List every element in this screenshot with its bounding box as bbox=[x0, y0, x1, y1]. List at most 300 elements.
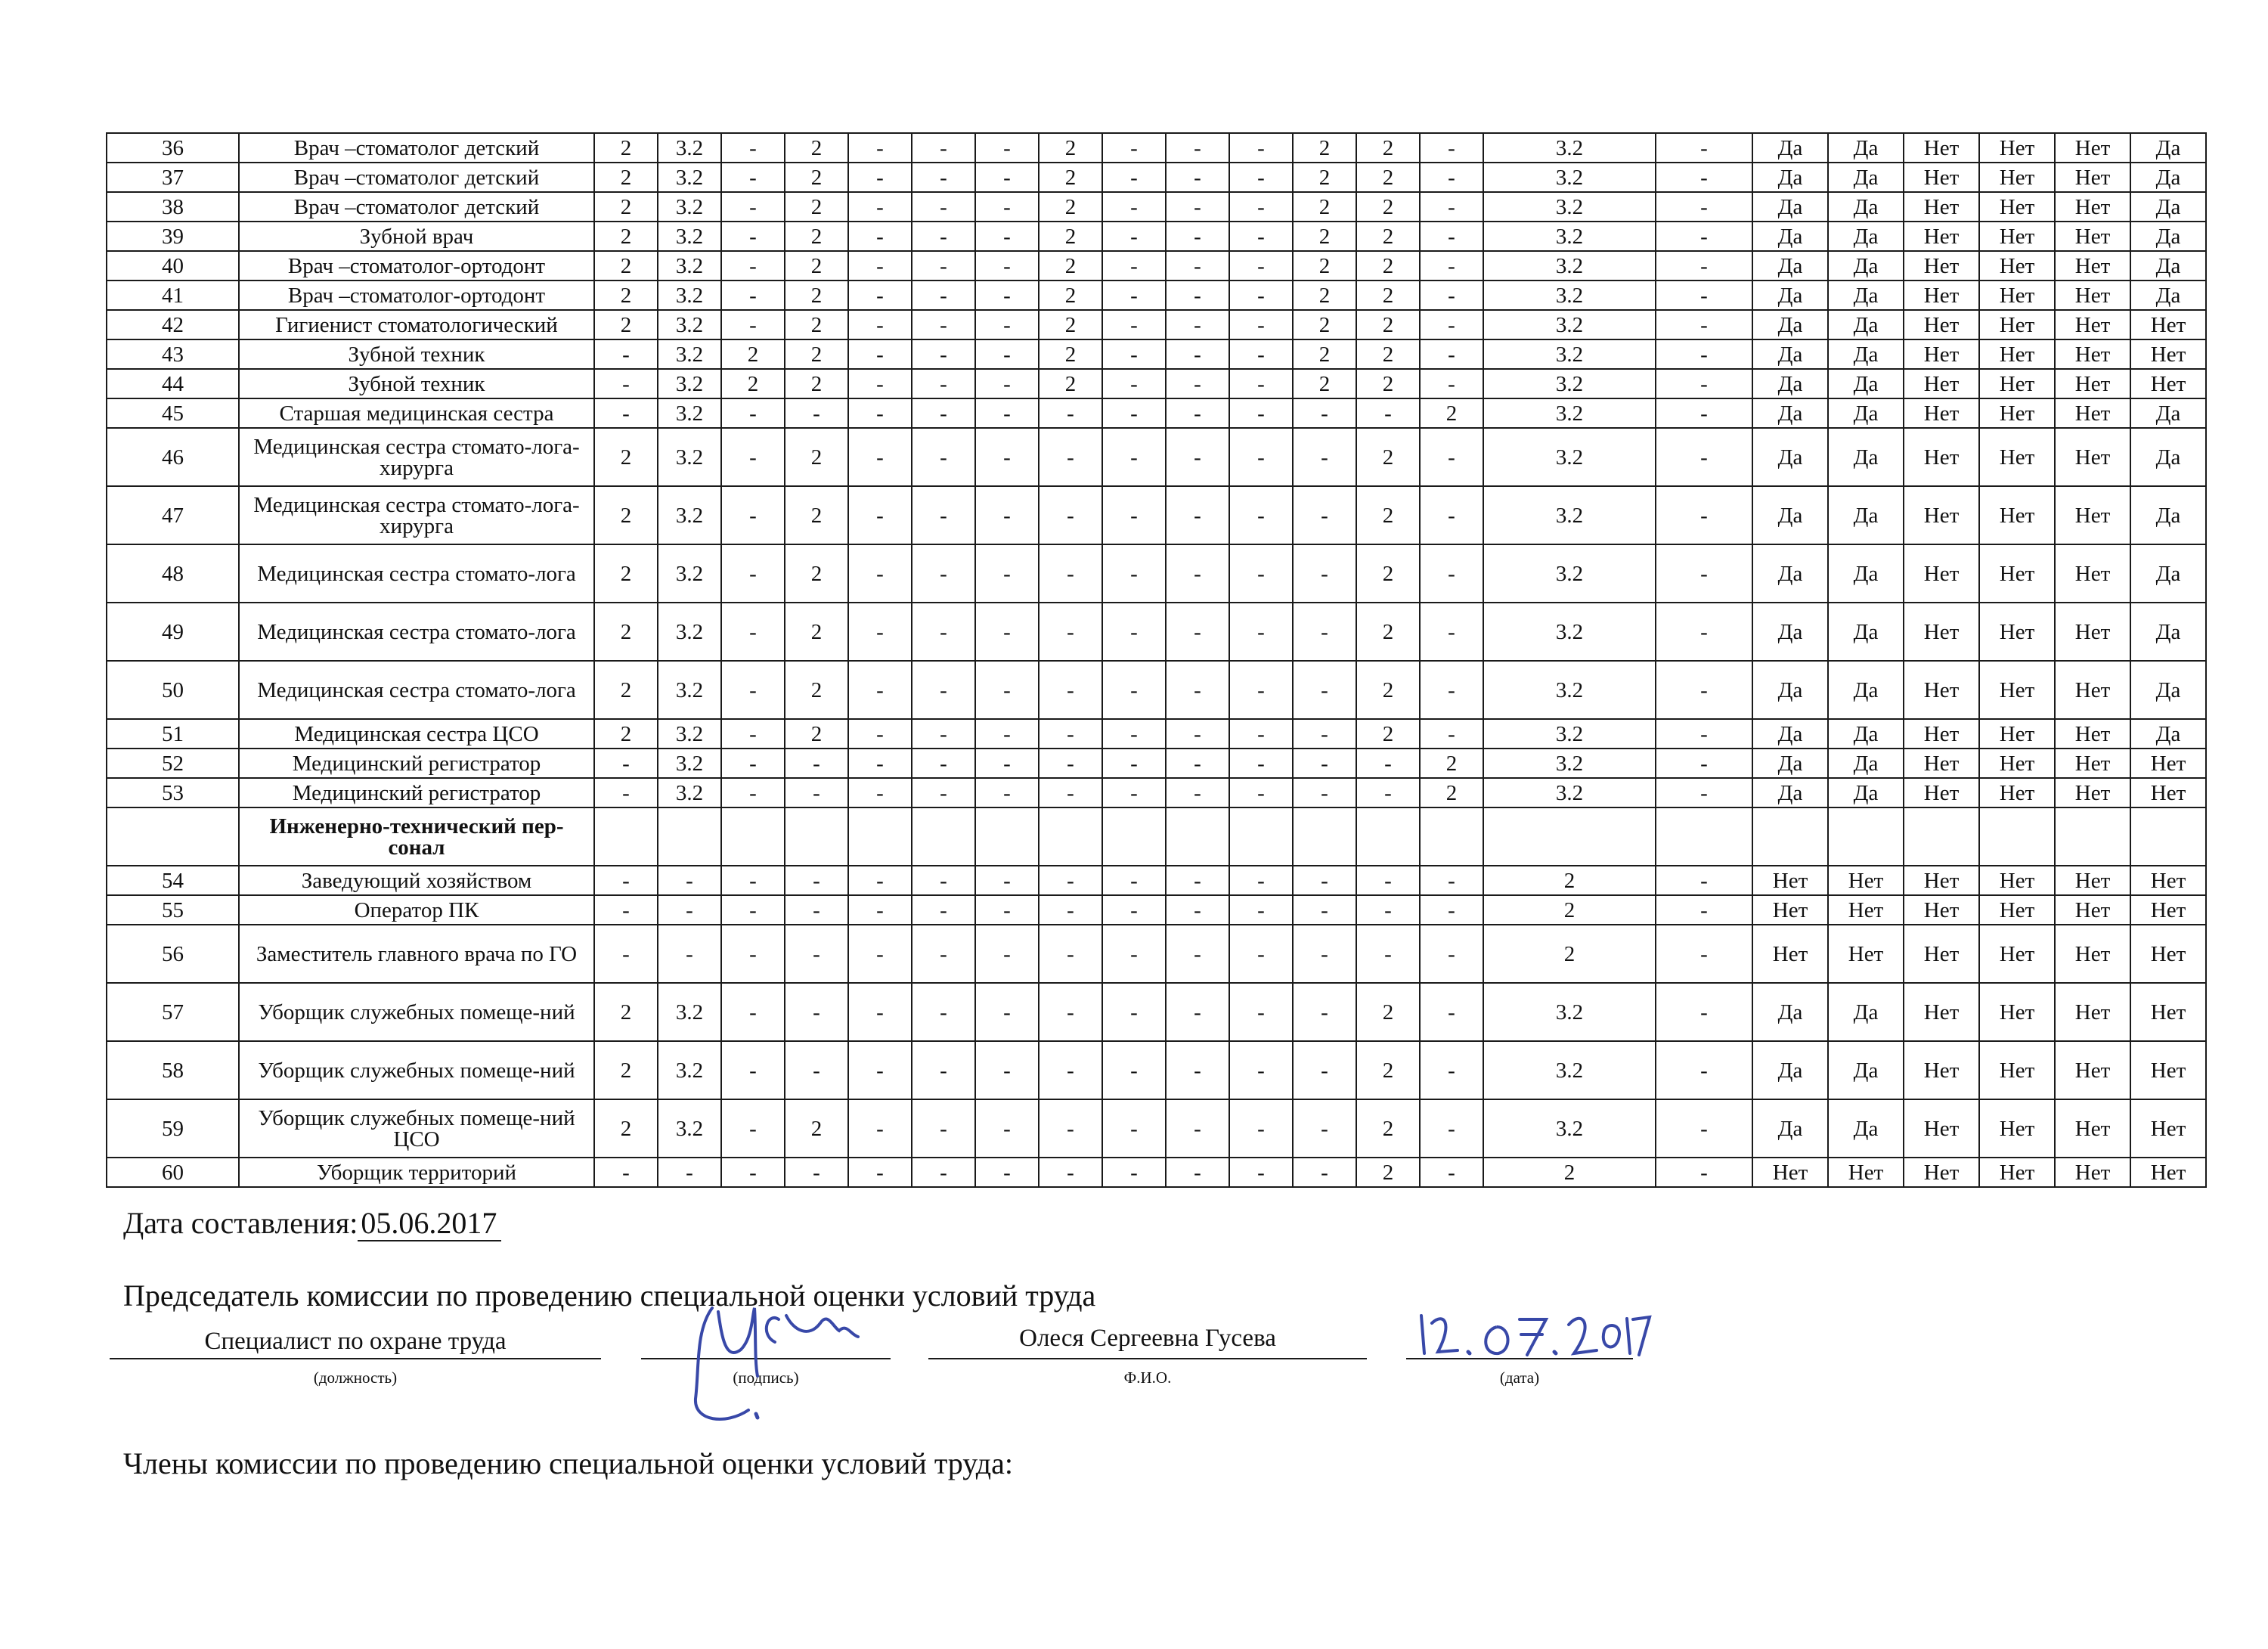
table-cell: - bbox=[1039, 1158, 1102, 1187]
table-cell: 3.2 bbox=[1483, 1099, 1656, 1158]
table-cell: - bbox=[912, 778, 975, 807]
table-cell: Да bbox=[2130, 398, 2206, 428]
table-cell: Нет bbox=[1904, 1041, 1979, 1099]
table-cell: - bbox=[975, 133, 1039, 163]
table-cell: 3.2 bbox=[1483, 339, 1656, 369]
table-cell: 2 bbox=[785, 339, 848, 369]
table-cell: - bbox=[1356, 778, 1420, 807]
table-cell: - bbox=[1293, 1041, 1356, 1099]
section-row bbox=[107, 807, 2206, 866]
table-cell: Да bbox=[1828, 719, 1904, 749]
table-cell: - bbox=[1166, 895, 1229, 925]
table-cell: - bbox=[721, 428, 785, 486]
table-cell: - bbox=[1293, 719, 1356, 749]
table-cell: Нет bbox=[1828, 925, 1904, 983]
table-cell: Нет bbox=[2055, 544, 2130, 603]
table-cell: - bbox=[1039, 866, 1102, 895]
table-cell: 3.2 bbox=[658, 222, 721, 251]
table-cell: 3.2 bbox=[658, 251, 721, 281]
table-cell: 2 bbox=[785, 428, 848, 486]
position-name: Оператор ПК bbox=[239, 895, 594, 925]
table-cell: - bbox=[1656, 1099, 1752, 1158]
table-cell: - bbox=[1420, 1041, 1483, 1099]
table-row bbox=[107, 866, 2206, 895]
table-cell: - bbox=[912, 398, 975, 428]
table-cell: Да bbox=[1752, 310, 1828, 339]
table-cell bbox=[594, 807, 658, 866]
table-cell: - bbox=[1656, 1158, 1752, 1187]
table-cell: Нет bbox=[1904, 544, 1979, 603]
table-cell: Нет bbox=[1979, 544, 2055, 603]
row-number: 53 bbox=[107, 778, 239, 807]
table-cell: - bbox=[912, 251, 975, 281]
table-cell: Да bbox=[2130, 661, 2206, 719]
table-cell: - bbox=[1039, 1099, 1102, 1158]
table-cell: - bbox=[1166, 778, 1229, 807]
table-cell: 3.2 bbox=[658, 369, 721, 398]
table-cell: Нет bbox=[1752, 866, 1828, 895]
table-cell: 3.2 bbox=[1483, 486, 1656, 544]
table-cell: Нет bbox=[1904, 719, 1979, 749]
table-cell: 3.2 bbox=[658, 398, 721, 428]
table-cell: - bbox=[1102, 895, 1166, 925]
table-row bbox=[107, 661, 2206, 719]
table-cell: - bbox=[785, 778, 848, 807]
table-cell: - bbox=[594, 749, 658, 778]
table-cell: - bbox=[848, 749, 912, 778]
table-cell: - bbox=[975, 163, 1039, 192]
table-cell: Нет bbox=[2055, 1158, 2130, 1187]
table-cell: - bbox=[785, 749, 848, 778]
table-cell: Нет bbox=[2055, 310, 2130, 339]
table-cell: - bbox=[1420, 603, 1483, 661]
table-cell: 2 bbox=[594, 603, 658, 661]
table-cell: - bbox=[1420, 310, 1483, 339]
table-cell: Нет bbox=[1904, 486, 1979, 544]
table-cell: 3.2 bbox=[658, 163, 721, 192]
position-name: Гигиенист стоматологический bbox=[239, 310, 594, 339]
table-cell: - bbox=[1356, 749, 1420, 778]
name-line bbox=[928, 1358, 1367, 1359]
table-cell: 2 bbox=[785, 163, 848, 192]
table-cell: - bbox=[1420, 163, 1483, 192]
table-cell: - bbox=[1102, 251, 1166, 281]
row-number: 52 bbox=[107, 749, 239, 778]
table-cell: - bbox=[1420, 1158, 1483, 1187]
table-cell: Нет bbox=[1979, 925, 2055, 983]
table-cell: Нет bbox=[1904, 778, 1979, 807]
table-cell: - bbox=[848, 1041, 912, 1099]
table-cell: Нет bbox=[1979, 192, 2055, 222]
table-cell: - bbox=[1656, 719, 1752, 749]
table-cell: Нет bbox=[1752, 925, 1828, 983]
row-number: 38 bbox=[107, 192, 239, 222]
table-cell: Нет bbox=[2055, 866, 2130, 895]
position-name: Медицинский регистратор bbox=[239, 749, 594, 778]
table-cell: 3.2 bbox=[658, 661, 721, 719]
table-cell: - bbox=[975, 1099, 1039, 1158]
handwritten-date bbox=[1406, 1300, 1656, 1368]
table-cell: 3.2 bbox=[1483, 749, 1656, 778]
table-cell: - bbox=[1166, 603, 1229, 661]
table-cell: Да bbox=[1828, 310, 1904, 339]
table-cell: - bbox=[721, 1099, 785, 1158]
table-cell: Нет bbox=[2055, 1041, 2130, 1099]
table-cell: - bbox=[1656, 778, 1752, 807]
table-cell: - bbox=[721, 192, 785, 222]
table-cell: Да bbox=[1752, 192, 1828, 222]
table-cell: - bbox=[1229, 778, 1293, 807]
table-cell: - bbox=[975, 749, 1039, 778]
table-cell: Да bbox=[2130, 133, 2206, 163]
position-name: Заведующий хозяйством bbox=[239, 866, 594, 895]
position-name: Врач –стоматолог-ортодонт bbox=[239, 281, 594, 310]
table-cell: - bbox=[594, 369, 658, 398]
compile-date bbox=[123, 1205, 501, 1241]
table-cell: 2 bbox=[1039, 222, 1102, 251]
table-cell: 3.2 bbox=[1483, 778, 1656, 807]
table-cell: Нет bbox=[1904, 222, 1979, 251]
table-cell: 2 bbox=[594, 544, 658, 603]
table-cell: - bbox=[1293, 603, 1356, 661]
table-cell: 2 bbox=[594, 281, 658, 310]
table-cell: - bbox=[721, 603, 785, 661]
table-cell: Нет bbox=[1904, 281, 1979, 310]
row-number: 40 bbox=[107, 251, 239, 281]
position-name: Медицинская сестра стомато-лога-хирурга bbox=[239, 486, 594, 544]
table-cell: 2 bbox=[785, 1099, 848, 1158]
table-cell: - bbox=[1166, 866, 1229, 895]
table-cell bbox=[2055, 807, 2130, 866]
table-cell: Да bbox=[1752, 1041, 1828, 1099]
table-cell: - bbox=[1102, 398, 1166, 428]
table-cell: 3.2 bbox=[1483, 133, 1656, 163]
table-cell bbox=[1828, 807, 1904, 866]
table-cell: - bbox=[912, 369, 975, 398]
table-cell: - bbox=[912, 133, 975, 163]
table-cell: - bbox=[848, 251, 912, 281]
table-cell bbox=[912, 807, 975, 866]
table-cell: - bbox=[975, 983, 1039, 1041]
table-cell: - bbox=[721, 163, 785, 192]
table-cell: 2 bbox=[785, 281, 848, 310]
table-cell: 2 bbox=[1356, 661, 1420, 719]
table-cell: - bbox=[912, 749, 975, 778]
table-cell: - bbox=[848, 369, 912, 398]
table-cell: 2 bbox=[1039, 339, 1102, 369]
position-name: Медицинская сестра стомато-лога bbox=[239, 661, 594, 719]
table-cell: - bbox=[594, 339, 658, 369]
table-cell: - bbox=[721, 251, 785, 281]
table-cell: - bbox=[912, 281, 975, 310]
table-cell: 2 bbox=[594, 163, 658, 192]
table-row bbox=[107, 398, 2206, 428]
table-cell: Нет bbox=[1904, 339, 1979, 369]
table-cell: - bbox=[1656, 192, 1752, 222]
table-cell: - bbox=[1102, 163, 1166, 192]
table-cell: - bbox=[848, 281, 912, 310]
table-cell: - bbox=[1166, 428, 1229, 486]
table-cell: Нет bbox=[1904, 983, 1979, 1041]
table-row bbox=[107, 310, 2206, 339]
position-name: Уборщик служебных помеще-ний ЦСО bbox=[239, 1099, 594, 1158]
position-name: Медицинская сестра стомато-лога bbox=[239, 544, 594, 603]
table-cell: - bbox=[1293, 749, 1356, 778]
table-cell: Нет bbox=[1904, 661, 1979, 719]
table-cell: - bbox=[1229, 428, 1293, 486]
table-cell: - bbox=[1102, 369, 1166, 398]
table-cell: - bbox=[1656, 866, 1752, 895]
table-cell: - bbox=[1420, 251, 1483, 281]
table-cell: 3.2 bbox=[1483, 222, 1656, 251]
table-cell: - bbox=[1102, 661, 1166, 719]
table-cell bbox=[1293, 807, 1356, 866]
table-row bbox=[107, 163, 2206, 192]
table-cell: - bbox=[1102, 983, 1166, 1041]
table-cell: - bbox=[1229, 719, 1293, 749]
table-row bbox=[107, 1099, 2206, 1158]
table-cell: Да bbox=[2130, 163, 2206, 192]
table-cell: - bbox=[721, 895, 785, 925]
table-cell: - bbox=[1420, 369, 1483, 398]
table-cell: - bbox=[1229, 310, 1293, 339]
table-cell: Да bbox=[1752, 749, 1828, 778]
table-cell: - bbox=[1102, 281, 1166, 310]
table-cell: Да bbox=[1828, 163, 1904, 192]
table-cell: - bbox=[975, 222, 1039, 251]
signature-caption: (подпись) bbox=[733, 1368, 799, 1387]
table-cell bbox=[975, 807, 1039, 866]
position-name: Зубной врач bbox=[239, 222, 594, 251]
table-cell: Нет bbox=[2130, 369, 2206, 398]
row-number: 56 bbox=[107, 925, 239, 983]
table-cell: - bbox=[1229, 281, 1293, 310]
table-cell: Да bbox=[1828, 486, 1904, 544]
position-name: Старшая медицинская сестра bbox=[239, 398, 594, 428]
table-cell: 2 bbox=[1356, 544, 1420, 603]
table-cell: 2 bbox=[1039, 251, 1102, 281]
table-cell: 2 bbox=[785, 222, 848, 251]
table-cell: - bbox=[721, 310, 785, 339]
table-cell: - bbox=[848, 719, 912, 749]
table-cell: - bbox=[1229, 222, 1293, 251]
table-cell: - bbox=[912, 603, 975, 661]
table-cell: Нет bbox=[1752, 895, 1828, 925]
table-cell: - bbox=[1039, 778, 1102, 807]
table-cell: 2 bbox=[1293, 339, 1356, 369]
table-cell: - bbox=[1293, 866, 1356, 895]
table-cell: - bbox=[1656, 749, 1752, 778]
table-cell: - bbox=[1102, 222, 1166, 251]
table-cell: Нет bbox=[1979, 661, 2055, 719]
position-name: Медицинская сестра стомато-лога-хирурга bbox=[239, 428, 594, 486]
table-cell: - bbox=[1166, 925, 1229, 983]
table-cell: - bbox=[1166, 661, 1229, 719]
table-cell: 3.2 bbox=[658, 603, 721, 661]
row-number: 47 bbox=[107, 486, 239, 544]
table-cell: - bbox=[1420, 983, 1483, 1041]
table-cell: - bbox=[1102, 1158, 1166, 1187]
table-cell: - bbox=[721, 486, 785, 544]
table-cell: - bbox=[785, 1158, 848, 1187]
table-cell: - bbox=[721, 925, 785, 983]
table-cell: Нет bbox=[1904, 133, 1979, 163]
table-cell bbox=[1904, 807, 1979, 866]
table-cell: - bbox=[658, 925, 721, 983]
table-cell: 3.2 bbox=[1483, 603, 1656, 661]
table-cell: - bbox=[785, 1041, 848, 1099]
table-cell: Да bbox=[2130, 719, 2206, 749]
table-cell: - bbox=[1229, 163, 1293, 192]
table-cell: - bbox=[1420, 486, 1483, 544]
table-cell: - bbox=[975, 778, 1039, 807]
table-row bbox=[107, 251, 2206, 281]
table-cell: Нет bbox=[1979, 222, 2055, 251]
table-cell: 2 bbox=[1039, 369, 1102, 398]
table-cell: 3.2 bbox=[1483, 1041, 1656, 1099]
table-cell: - bbox=[1039, 398, 1102, 428]
table-cell: 3.2 bbox=[1483, 251, 1656, 281]
table-cell: - bbox=[975, 603, 1039, 661]
table-cell: 3.2 bbox=[1483, 983, 1656, 1041]
table-cell: - bbox=[1166, 1158, 1229, 1187]
table-cell: 3.2 bbox=[1483, 661, 1656, 719]
table-cell: - bbox=[1420, 544, 1483, 603]
table-cell: - bbox=[1166, 486, 1229, 544]
row-number bbox=[107, 807, 239, 866]
table-cell: Нет bbox=[1979, 1099, 2055, 1158]
table-cell: - bbox=[1102, 486, 1166, 544]
table-cell: 2 bbox=[1356, 192, 1420, 222]
table-cell: 2 bbox=[1420, 778, 1483, 807]
table-cell: - bbox=[848, 398, 912, 428]
table-cell: 2 bbox=[1356, 369, 1420, 398]
table-cell: - bbox=[912, 866, 975, 895]
table-cell: Да bbox=[1752, 603, 1828, 661]
table-cell: - bbox=[975, 281, 1039, 310]
table-cell: 3.2 bbox=[658, 310, 721, 339]
table-cell: - bbox=[1356, 866, 1420, 895]
table-cell: - bbox=[848, 778, 912, 807]
table-cell: 2 bbox=[594, 310, 658, 339]
table-cell: - bbox=[1102, 778, 1166, 807]
table-cell: 2 bbox=[1483, 895, 1656, 925]
table-cell: Да bbox=[2130, 603, 2206, 661]
table-cell: Нет bbox=[1904, 925, 1979, 983]
table-cell: - bbox=[1420, 281, 1483, 310]
table-cell: Да bbox=[1828, 222, 1904, 251]
table-cell: Нет bbox=[1979, 163, 2055, 192]
table-cell: - bbox=[848, 339, 912, 369]
table-cell: - bbox=[848, 1158, 912, 1187]
table-cell: - bbox=[1293, 398, 1356, 428]
table-cell: - bbox=[1229, 983, 1293, 1041]
table-cell: - bbox=[912, 310, 975, 339]
table-cell: 2 bbox=[1293, 163, 1356, 192]
table-cell: - bbox=[658, 1158, 721, 1187]
table-cell: - bbox=[1356, 925, 1420, 983]
table-cell: - bbox=[1229, 1158, 1293, 1187]
table-cell: 2 bbox=[1039, 163, 1102, 192]
table-cell: - bbox=[975, 339, 1039, 369]
table-cell: 3.2 bbox=[1483, 310, 1656, 339]
table-cell: 2 bbox=[785, 661, 848, 719]
table-cell: Да bbox=[1752, 778, 1828, 807]
table-cell: - bbox=[785, 866, 848, 895]
table-cell: Нет bbox=[1904, 749, 1979, 778]
table-cell: Нет bbox=[2130, 983, 2206, 1041]
table-cell: - bbox=[1420, 895, 1483, 925]
table-cell: - bbox=[594, 398, 658, 428]
chairman-name: Олеся Сергеевна Гусева bbox=[1019, 1325, 1276, 1352]
table-cell: 2 bbox=[1293, 369, 1356, 398]
table-cell: Да bbox=[1752, 222, 1828, 251]
table-cell: Нет bbox=[1979, 895, 2055, 925]
table-cell: - bbox=[912, 428, 975, 486]
table-cell: Да bbox=[1752, 163, 1828, 192]
table-cell: - bbox=[658, 895, 721, 925]
table-cell: Нет bbox=[2055, 369, 2130, 398]
table-cell: - bbox=[912, 983, 975, 1041]
table-cell: 3.2 bbox=[1483, 192, 1656, 222]
table-cell: - bbox=[975, 925, 1039, 983]
table-cell: Нет bbox=[2130, 749, 2206, 778]
table-cell: 3.2 bbox=[658, 133, 721, 163]
table-cell: - bbox=[1293, 1158, 1356, 1187]
table-cell: - bbox=[1039, 895, 1102, 925]
table-cell: 2 bbox=[1039, 133, 1102, 163]
table-cell: - bbox=[1656, 603, 1752, 661]
table-cell: - bbox=[848, 428, 912, 486]
table-cell: Нет bbox=[1904, 866, 1979, 895]
table-cell: Нет bbox=[2130, 1099, 2206, 1158]
table-cell: 2 bbox=[1039, 192, 1102, 222]
table-cell: - bbox=[721, 1158, 785, 1187]
table-cell: 2 bbox=[594, 486, 658, 544]
table-cell: 2 bbox=[1483, 866, 1656, 895]
table-cell: 3.2 bbox=[658, 339, 721, 369]
table-cell: - bbox=[975, 719, 1039, 749]
table-cell: - bbox=[1039, 983, 1102, 1041]
table-cell: Да bbox=[1828, 251, 1904, 281]
table-cell: - bbox=[975, 1041, 1039, 1099]
position-name: Врач –стоматолог-ортодонт bbox=[239, 251, 594, 281]
row-number: 50 bbox=[107, 661, 239, 719]
table-cell: - bbox=[1293, 544, 1356, 603]
table-cell: - bbox=[1039, 544, 1102, 603]
table-cell: 3.2 bbox=[1483, 544, 1656, 603]
table-cell: - bbox=[1039, 603, 1102, 661]
table-cell: - bbox=[594, 866, 658, 895]
table-cell: - bbox=[1656, 163, 1752, 192]
table-cell: 2 bbox=[1356, 603, 1420, 661]
table-cell: - bbox=[1293, 1099, 1356, 1158]
table-cell: - bbox=[975, 1158, 1039, 1187]
table-cell bbox=[1039, 807, 1102, 866]
table-cell bbox=[658, 807, 721, 866]
table-cell: 2 bbox=[785, 603, 848, 661]
table-cell: - bbox=[1229, 339, 1293, 369]
table-cell: - bbox=[912, 192, 975, 222]
table-cell: - bbox=[912, 895, 975, 925]
table-cell: 3.2 bbox=[1483, 398, 1656, 428]
table-cell: - bbox=[1656, 251, 1752, 281]
table-cell: - bbox=[1102, 749, 1166, 778]
table-cell bbox=[2130, 807, 2206, 866]
table-cell: - bbox=[1229, 398, 1293, 428]
table-cell bbox=[1420, 807, 1483, 866]
table-row bbox=[107, 719, 2206, 749]
